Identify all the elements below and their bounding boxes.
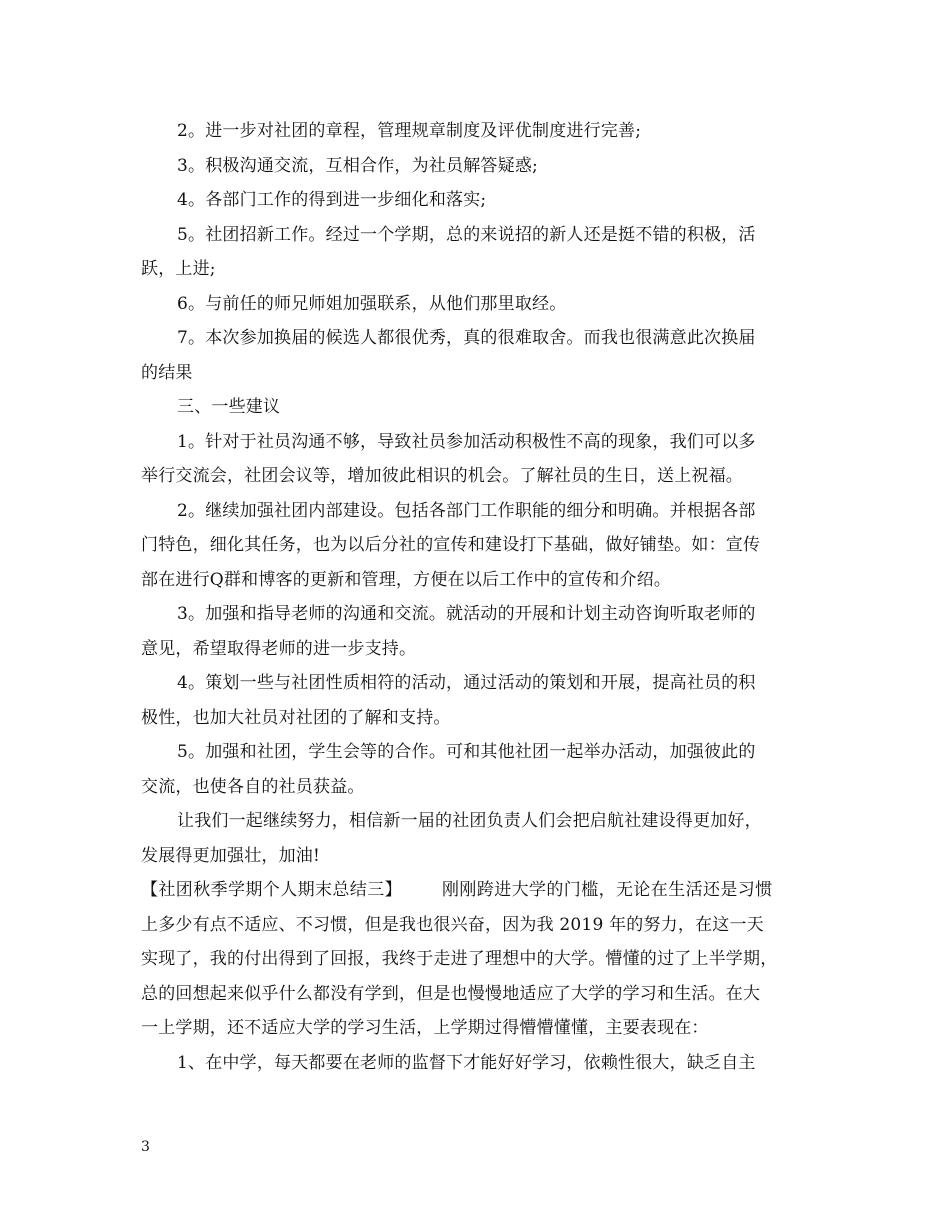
text-line: 让我们一起继续努力，相信新一届的社团负责人们会把启航社建设得更加好， <box>177 811 762 831</box>
paragraph-block-2 <box>141 908 809 1081</box>
text-line: 极性，也加大社员对社团的了解和支持。 <box>141 707 451 728</box>
text-line: 5。社团招新工作。经过一个学期，总的来说招的新人还是挺不错的积极，活 <box>177 224 756 245</box>
document-body <box>141 114 809 1080</box>
text-line: 一上学期，还不适应大学的学习生活，上学期过得懵懵懂懂，主要表现在： <box>141 1018 709 1038</box>
text-line: 门特色，细化其任务，也为以后分社的宣传和建设打下基础，做好铺垫。如：宣传 <box>141 535 761 555</box>
text-line: 2。进一步对社团的章程，管理规章制度及评优制度进行完善; <box>177 121 642 141</box>
text-line: 实现了，我的付出得到了回报，我终于走进了理想中的大学。懵懂的过了上半学期， <box>141 949 778 969</box>
text-line: 4。策划一些与社团性质相符的活动，通过活动的策划和开展，提高社员的积 <box>177 673 756 693</box>
text-line: 部在进行Q群和博客的更新和管理，方便在以后工作中的宣传和介绍。 <box>141 569 672 590</box>
page-number: 3 <box>141 1139 150 1155</box>
text-line: 2。继续加强社团内部建设。包括各部门工作职能的细分和明确。并根据各部 <box>177 500 756 521</box>
section-title: 【社团秋季学期个人期末总结三】 <box>141 880 402 900</box>
text-line: 3。积极沟通交流，互相合作，为社员解答疑惑; <box>177 155 538 176</box>
text-line: 上多少有点不适应、不习惯，但是我也很兴奋，因为我 2019 年的努力，在这一天 <box>141 914 764 935</box>
text-line: 交流，也使各自的社员获益。 <box>141 776 365 797</box>
text-line: 3。加强和指导老师的沟通和交流。就活动的开展和计划主动咨询听取老师的 <box>177 604 756 624</box>
text-line: 的结果 <box>141 362 193 383</box>
text-line: 跃，上进; <box>141 259 216 279</box>
section-header-line <box>141 873 809 908</box>
text-line: 举行交流会，社团会议等，增加彼此相识的机会。了解社员的生日，送上祝福。 <box>141 466 743 486</box>
text-line: 1、在中学，每天都要在老师的监督下才能好好学习，依赖性很大，缺乏自主 <box>177 1052 756 1073</box>
text-line: 意见，希望取得老师的进一步支持。 <box>141 638 417 659</box>
text-line: 1。针对于社员沟通不够，导致社员参加活动积极性不高的现象，我们可以多 <box>177 431 756 452</box>
section-first-line: 刚刚跨进大学的门槛，无论在生活还是习惯 <box>442 880 773 900</box>
text-line: 发展得更加强壮，加油! <box>141 845 321 866</box>
text-line: 总的回想起来似乎什么都没有学到，但是也慢慢地适应了大学的学习和生活。在大 <box>141 983 761 1004</box>
text-line: 6。与前任的师兄师姐加强联系，从他们那里取经。 <box>177 293 567 314</box>
paragraph-block-1 <box>141 114 809 873</box>
text-line: 5。加强和社团，学生会等的合作。可和其他社团一起举办活动，加强彼此的 <box>177 742 756 762</box>
text-line: 4。各部门工作的得到进一步细化和落实; <box>177 190 487 210</box>
text-line: 三、一些建议 <box>177 397 281 417</box>
text-line: 7。本次参加换届的候选人都很优秀，真的很难取舍。而我也很满意此次换届 <box>177 328 756 348</box>
